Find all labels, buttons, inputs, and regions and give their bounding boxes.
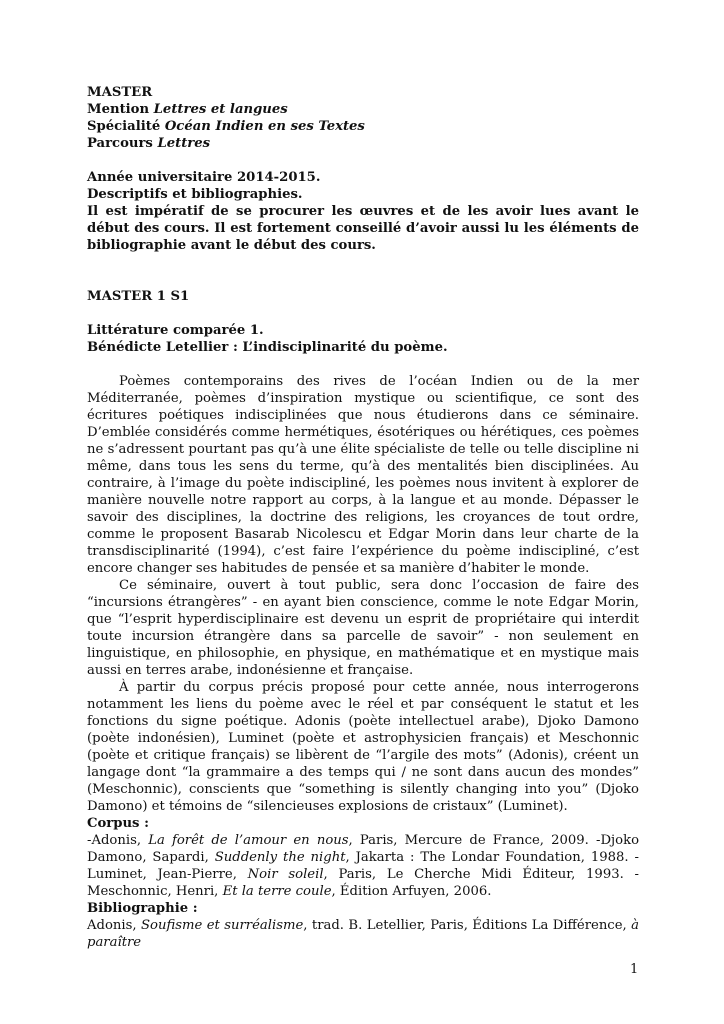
bibliography-list: Adonis, Soufisme et surréalisme, trad. B. Letellier, Paris, Éditions La Différence, à paraître (87, 918, 639, 950)
corpus-list: -Adonis, La forêt de l’amour en nous, Paris, Mercure de France, 2009. -Djoko Damono, Sapardi, Suddenly the night, Jakarta : The Londar Foundation, 1988. -Luminet, Jean-Pierre, Noir soleil, Paris, Le Cherche Midi Éditeur, 1993. -Meschonnic, Henri, Et la terre coule, Édition Arfuyen, 2006. (87, 833, 640, 899)
course-heading (87, 322, 639, 356)
program-speciality: Spécialité Océan Indien en ses Textes (87, 119, 365, 134)
program-level: MASTER (87, 85, 153, 100)
program-track: Parcours Lettres (87, 136, 211, 151)
body-paragraph: Ce séminaire, ouvert à tout public, sera donc l’occasion de faire des “incursions étrangères” - en ayant bien conscience, comme le note Edgar Morin, que “l’esprit hyperdisciplinaire est devenu un esprit de propriétaire qui interdit toute incursion étrangère dans sa parcelle de savoir” - non seulement en linguistique, en philosophie, en physique, en mathématique et en mystique mais aussi en terres arabe, indonésienne et française. (87, 578, 639, 678)
corpus-heading: Corpus : (87, 816, 149, 831)
descriptifs-title: Descriptifs et bibliographies. (87, 187, 303, 202)
page-number: 1 (630, 962, 639, 977)
document-page (87, 84, 639, 951)
program-mention: Mention Lettres et langues (87, 102, 288, 117)
program-header (87, 84, 639, 152)
course-title: Littérature comparée 1. (87, 323, 264, 338)
academic-year: Année universitaire 2014-2015. (87, 170, 321, 185)
intro-block (87, 169, 639, 254)
body-paragraph: Poèmes contemporains des rives de l’océan Indien ou de la mer Méditerranée, poèmes d’inspiration mystique ou scientifique, ce sont des écritures poétiques indisciplinées que nous étudierons dans ce séminaire. D’emblée considérés comme hermétiques, ésotériques ou hérétiques, ces poèmes ne s’adressent pourtant pas qu’à une élite spécialiste de telle ou telle discipline ni même, dans tous les sens du terme, qu’à des mentalités bien disciplinées. Au contraire, à l’image du poète indiscipliné, les poèmes nous invitent à explorer de manière nouvelle notre rapport au corps, à la langue et au monde. Dépasser le savoir des disciplines, la doctrine des religions, les croyances de tout ordre, comme le proposent Basarab Nicolescu et Edgar Morin dans leur charte de la transdisciplinarité (1994), c’est faire l’expérience du poème indiscipliné, c’est encore changer ses habitudes de pensée et sa manière d’habiter le monde. (87, 374, 639, 576)
section-title: MASTER 1 S1 (87, 289, 190, 304)
body-paragraph: À partir du corpus précis proposé pour cette année, nous interrogerons notamment les liens du poème avec le réel et par conséquent le statut et les fonctions du signe poétique. Adonis (poète intellectuel arabe), Djoko Damono (poète indonésien), Luminet (poète et astrophysicien français) et Meschonnic (poète et critique français) se libèrent de “l’argile des mots” (Adonis), créent un langage dont “la grammaire a des temps qui / ne sont dans aucun des mondes” (Meschonnic), conscients que “something is silently changing into you” (Djoko Damono) et témoins de “silencieuses explosions de cristaux” (Luminet). (87, 680, 639, 814)
course-teacher: Bénédicte Letellier : L’indisciplinarité du poème. (87, 340, 448, 355)
reading-warning: Il est impératif de se procurer les œuvres et de les avoir lues avant le début des cours. Il est fortement conseillé d’avoir aussi lu les éléments de bibliographie avant le début des cours. (87, 204, 639, 253)
bibliography-heading: Bibliographie : (87, 901, 198, 916)
